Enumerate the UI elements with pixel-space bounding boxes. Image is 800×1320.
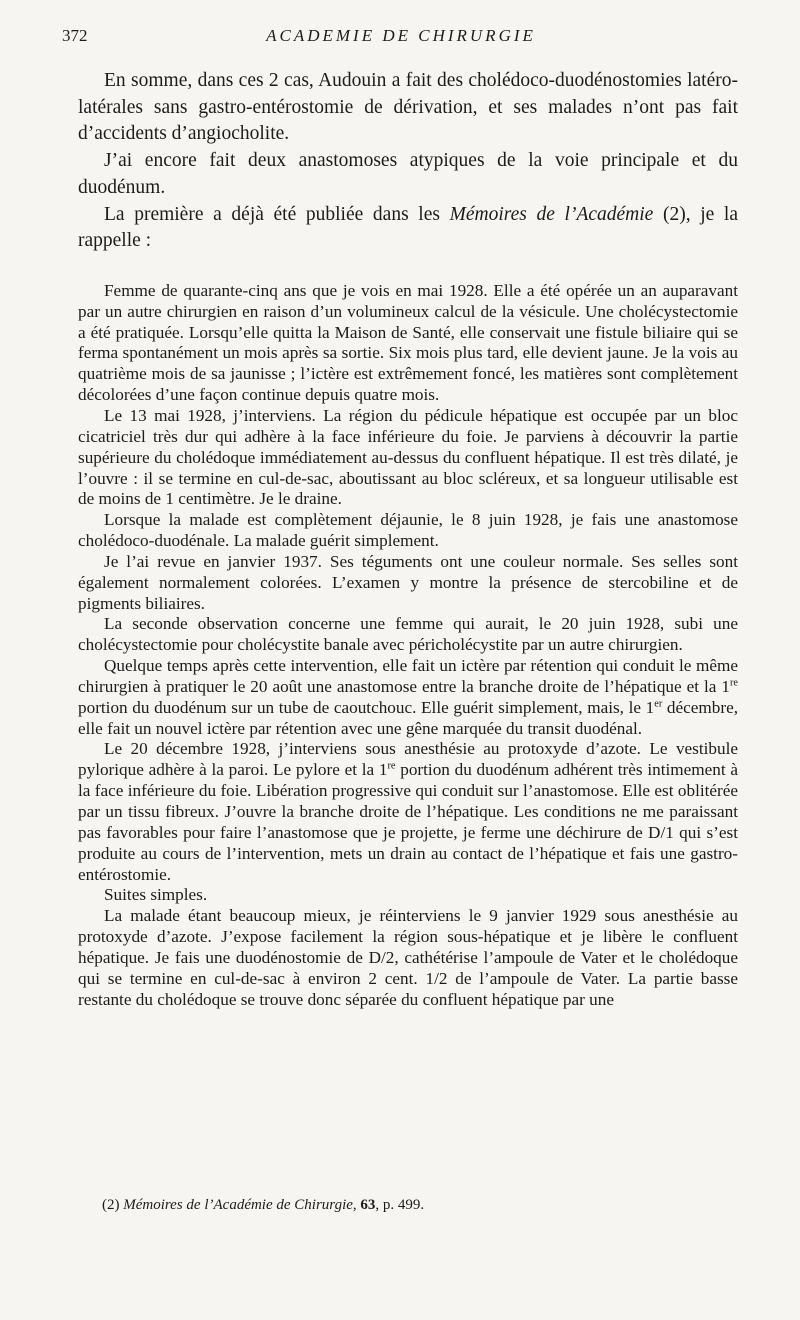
page-header (62, 24, 740, 54)
footnote-journal: Mémoires de l’Académie de Chirurgie (123, 1197, 353, 1213)
paragraph: La seconde observation concerne une femme qui aurait, le 20 juin 1928, subi une cholécystectomie pour cholécystite banale avec péricholécystite par un autre chirurgien. (78, 614, 738, 655)
observation-section (78, 281, 738, 1011)
running-title: ACADEMIE DE CHIRURGIE (266, 26, 536, 45)
paragraph: Lorsque la malade est complètement déjaunie, le 8 juin 1928, je fais une anastomose cholédoco-duodénale. La malade guérit simplement. (78, 510, 738, 551)
page-body (78, 68, 738, 1010)
footnote: (2) Mémoires de l’Académie de Chirurgie, 63, p. 499. (102, 1197, 425, 1213)
paragraph: La malade étant beaucoup mieux, je réinterviens le 9 janvier 1929 sous anesthésie au protoxyde d’azote. J’expose facilement la région sous-hépatique et je libère le confluent hépatique. Je fais une duodénostomie de D/2, cathétérise l’ampoule de Vater et le cholédoque qui se termine en cul-de-sac à environ 2 cent. 1/2 de l’ampoule de Vater. La partie basse restante du cholédoque se trouve donc séparée du confluent hépatique par une (78, 906, 738, 1009)
paragraph: La première a déjà été publiée dans les Mémoires de l’Académie (2), je la rappelle : (78, 203, 739, 252)
page-number: 372 (62, 26, 88, 45)
paragraph: Le 13 mai 1928, j’interviens. La région du pédicule hépatique est occupée par un bloc cicatriciel très dur qui adhère à la face inférieure du foie. Je parviens à découvrir la partie supérieure du cholédoque immédiatement au-dessus du confluent hépatique. Il est très dilaté, je l’ouvre : il se termine en cul-de-sac, aboutissant au bloc scléreux, et sa longueur utilisable est de moins de 1 centimètre. Je le draine. (78, 405, 738, 509)
paragraph: Le 20 décembre 1928, j’interviens sous anesthésie au protoxyde d’azote. Le vestibule pylorique adhère à la paroi. Le pylore et la 1re portion du duodénum adhérent très intimement à la face inférieure du foie. Libération progressive qui conduit sur l’anastomose. Elle est oblitérée par un tissu fibreux. J’ouvre la branche droite de l’hépatique. Les conditions ne me paraissant pas favorables pour faire l’anastomose que je projette, je ferme une déchirure de D/1 qui s’est produite au cours de l’intervention, mets un drain au contact de l’hépatique et fais une gastro-entérostomie. (78, 739, 738, 884)
intro-section (78, 68, 738, 255)
footnote-volume: 63 (360, 1197, 376, 1213)
paragraph: Quelque temps après cette intervention, elle fait un ictère par rétention qui conduit le même chirurgien à pratiquer le 20 août une anastomose entre la branche droite de l’hépatique et la 1re portion du duodénum sur un tube de caoutchouc. Elle guérit simplement, mais, le 1er décembre, elle fait un nouvel ictère par rétention avec une gêne marquée du transit duodénal. (78, 656, 738, 738)
paragraph: En somme, dans ces 2 cas, Audouin a fait des cholédoco-duodénostomies latéro-latérales sans gastro-entérostomie de dérivation, et ses malades n’ont pas fait d’accidents d’angiocholite. (78, 70, 738, 145)
paragraph: Femme de quarante-cinq ans que je vois en mai 1928. Elle a été opérée un an auparavant par un autre chirurgien en raison d’un volumineux calcul de la vésicule. Une cholécystectomie a été pratiquée. Lorsqu’elle quitta la Maison de Santé, elle conservait une fistule biliaire qui se ferma spontanément un mois après sa sortie. Six mois plus tard, elle devient jaune. Je la vois au quatrième mois de sa jaunisse ; l’ictère est extrêmement foncé, les matières sont complètement décolorées d’une façon continue depuis quatre mois. (78, 280, 738, 405)
paragraph: Suites simples. (104, 885, 208, 905)
paragraph: J’ai encore fait deux anastomoses atypiques de la voie principale et du duodénum. (78, 150, 738, 198)
paragraph: Je l’ai revue en janvier 1937. Ses téguments ont une couleur normale. Ses selles sont également normalement colorées. L’examen y montre la présence de stercobiline et de pigments biliaires. (78, 551, 738, 613)
journal-title: Mémoires de l’Académie (449, 203, 654, 225)
